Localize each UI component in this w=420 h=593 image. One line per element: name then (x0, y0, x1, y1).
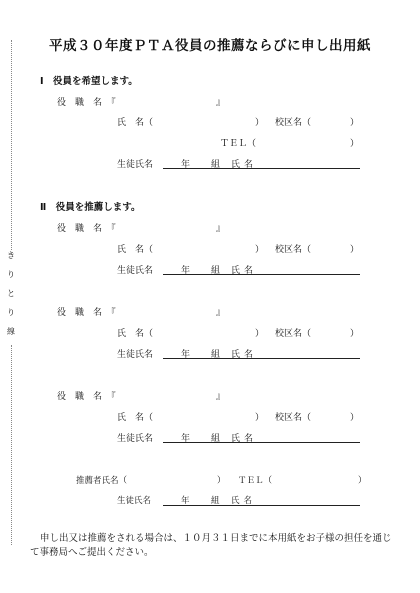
name-label: 氏 名（ (117, 329, 154, 339)
role-label: 役 職 名 『 (57, 392, 116, 402)
student-year: 年 (181, 160, 191, 170)
student-year: 年 (181, 434, 191, 444)
student-underline (163, 358, 360, 359)
cut-line-char: り (7, 270, 15, 279)
student-name-label: 氏名 (231, 434, 258, 444)
recommender-student-year: 年 (181, 496, 190, 506)
recommender-tel-label: ＴＥＬ（ (238, 476, 273, 486)
recommender-student-label: 生徒氏名 (117, 496, 152, 506)
student-class: 組 (211, 350, 221, 360)
student-name-label: 氏名 (231, 160, 258, 170)
student-name-label: 氏名 (231, 266, 258, 276)
student-label: 生徒氏名 (117, 434, 154, 444)
student-class: 組 (211, 160, 221, 170)
name-close: ） (255, 245, 265, 255)
name-label: 氏 名（ (117, 118, 154, 128)
role-label: 役 職 名 『 (57, 308, 116, 318)
district-close: ） (350, 118, 360, 128)
cut-line-char: と (7, 289, 15, 298)
role-close: 』 (216, 392, 226, 402)
student-underline (163, 274, 360, 275)
role-label: 役 職 名 『 (57, 224, 116, 234)
name-label: 氏 名（ (117, 413, 154, 423)
tel-close: ） (350, 139, 360, 149)
district-close: ） (350, 413, 360, 423)
district-label: 校区名（ (275, 329, 312, 339)
cut-line-char: 線 (7, 327, 15, 336)
recommender-student-class: 組 (211, 496, 220, 506)
cut-line (11, 345, 12, 545)
recommender-name-label: 推薦者氏名（ (76, 476, 128, 486)
district-close: ） (350, 245, 360, 255)
recommender-student-name-label: 氏名 (231, 496, 257, 506)
role-label: 役 職 名 『 (57, 98, 116, 108)
student-year: 年 (181, 350, 191, 360)
page-title: 平成３０年度ＰＴＡ役員の推薦ならびに申し出用紙 (49, 38, 371, 54)
cut-line-char: り (7, 308, 15, 317)
name-close: ） (255, 329, 265, 339)
role-close: 』 (216, 98, 226, 108)
student-class: 組 (211, 266, 221, 276)
recommender-name-close: ） (217, 476, 226, 486)
student-label: 生徒氏名 (117, 266, 154, 276)
student-label: 生徒氏名 (117, 350, 154, 360)
section1-heading: Ⅰ 役員を希望します。 (40, 76, 138, 87)
student-class: 組 (211, 434, 221, 444)
recommender-student-underline (163, 505, 360, 506)
student-name-label: 氏名 (231, 350, 258, 360)
student-underline (163, 442, 360, 443)
name-close: ） (255, 413, 265, 423)
cut-line-char: き (7, 251, 15, 260)
student-underline (163, 168, 360, 169)
student-year: 年 (181, 266, 191, 276)
cut-line (11, 40, 12, 250)
role-close: 』 (216, 308, 226, 318)
district-label: 校区名（ (275, 413, 312, 423)
name-close: ） (255, 118, 265, 128)
submission-notice: 申し出又は推薦をされる場合は、１０月３１日までに本用紙をお子様の担任を通じて事務局へご提出ください。 (30, 533, 392, 558)
recommender-tel-close: ） (358, 476, 367, 486)
district-label: 校区名（ (275, 245, 312, 255)
student-label: 生徒氏名 (117, 160, 154, 170)
role-close: 』 (216, 224, 226, 234)
district-label: 校区名（ (275, 118, 312, 128)
tel-label: ＴＥＬ（ (220, 139, 257, 149)
district-close: ） (350, 329, 360, 339)
name-label: 氏 名（ (117, 245, 154, 255)
section2-heading: Ⅱ 役員を推薦します。 (40, 202, 141, 213)
